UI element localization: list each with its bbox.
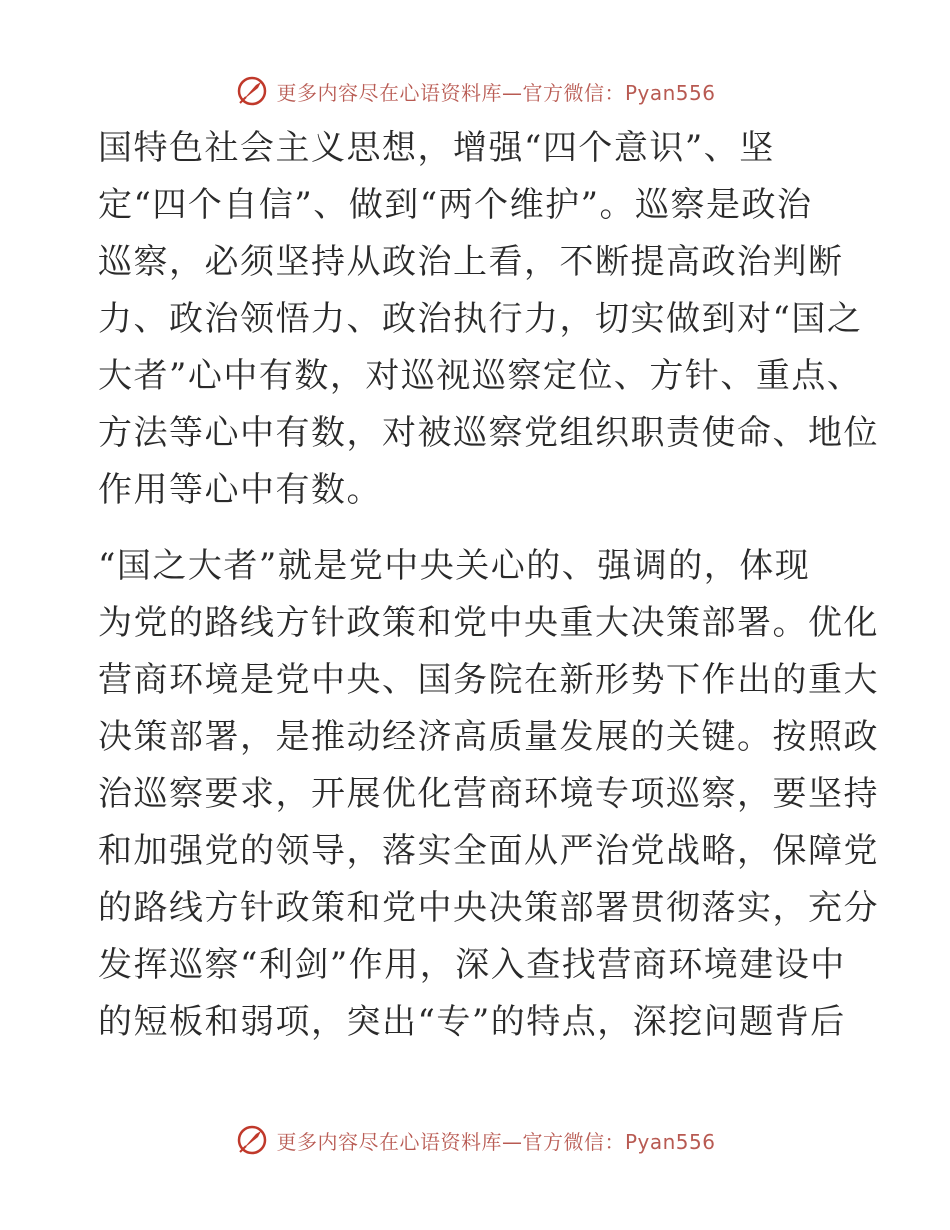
text-line: 定“四个自信”、做到“两个维护”。巡察是政治 (98, 185, 813, 225)
header-banner (0, 71, 950, 111)
paragraph-2 (98, 538, 879, 1051)
paragraph-1 (98, 120, 879, 519)
text-line: 的路线方针政策和党中央决策部署贯彻落实，充分 (98, 888, 879, 928)
footer-banner (0, 1120, 950, 1160)
text-line: 方法等心中有数，对被巡察党组织职责使命、地位 (98, 413, 879, 453)
text-line: 巡察，必须坚持从政治上看，不断提高政治判断 (98, 242, 844, 282)
text-line: 为党的路线方针政策和党中央重大决策部署。优化 (98, 603, 879, 643)
text-line: 力、政治领悟力、政治执行力，切实做到对“国之 (98, 299, 863, 339)
text-line: 发挥巡察“利剑”作用，深入查找营商环境建设中 (98, 945, 846, 985)
document-body (98, 120, 879, 1051)
header-banner-text: 更多内容尽在心语资料库—官方微信：Pyan556 (276, 80, 716, 105)
text-line: 决策部署，是推动经济高质量发展的关键。按照政 (98, 717, 879, 757)
text-line: 治巡察要求，开展优化营商环境专项巡察，要坚持 (98, 774, 879, 814)
text-line: 大者”心中有数，对巡视巡察定位、方针、重点、 (98, 356, 863, 396)
text-line: 国特色社会主义思想，增强“四个意识”、坚 (98, 128, 775, 168)
text-line: “国之大者”就是党中央关心的、强调的，体现 (98, 546, 811, 586)
text-line: 作用等心中有数。 (98, 470, 382, 510)
footer-banner-text: 更多内容尽在心语资料库—官方微信：Pyan556 (276, 1129, 716, 1154)
text-line: 和加强党的领导，落实全面从严治党战略，保障党 (98, 831, 879, 871)
text-line: 的短板和弱项，突出“专”的特点，深挖问题背后 (98, 1002, 846, 1042)
feather-pen-icon (234, 1122, 270, 1158)
feather-pen-icon (234, 73, 270, 109)
text-line: 营商环境是党中央、国务院在新形势下作出的重大 (98, 660, 879, 700)
